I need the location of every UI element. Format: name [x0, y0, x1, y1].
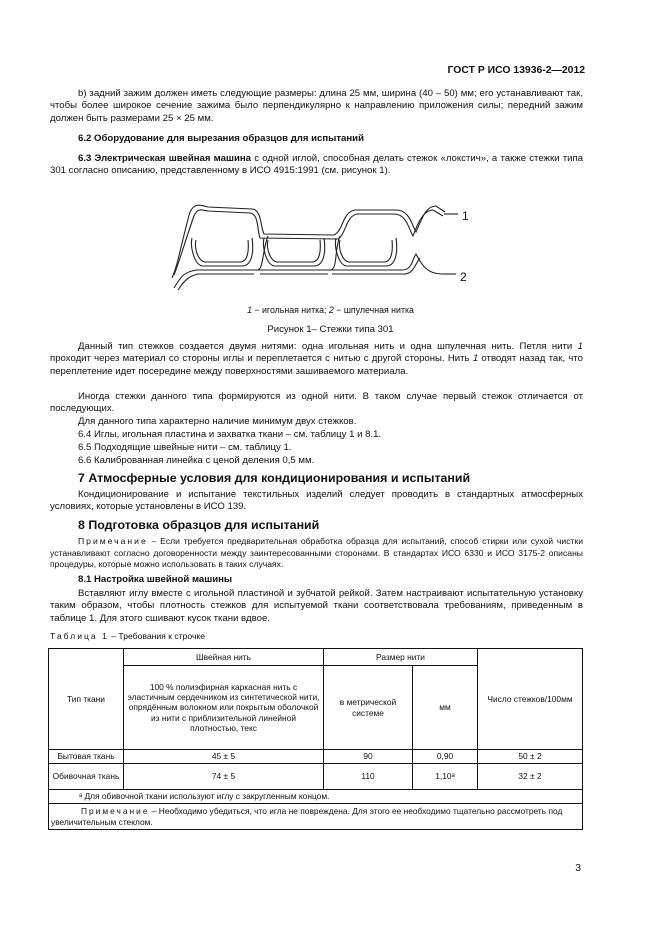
table-note: [49, 804, 583, 830]
table-caption: [50, 631, 205, 642]
paragraph-6-3-text: с одной иглой, способная делать стежок «локстич», а также стежки типа 301 согласно описанию, представленному в ИСО 4915:1991 (см. рисунок 1).: [50, 153, 584, 177]
page-number: 3: [575, 863, 581, 874]
legend-number-2: 2: [328, 305, 334, 315]
thread-description: 100 % полиэфирная каркасная нить с эластичным сердечником из синтетической нити, опрядённым волокном или покрытым оболочкой из нити с приблизительной линейной плотностью, текс: [124, 666, 324, 750]
cell-fabric: Бытовая ткань: [49, 750, 124, 764]
paragraph-min-stitches: Для данного типа характерно наличие минимум двух стежков.: [78, 416, 357, 427]
legend-text-1: − игольная нитка;: [251, 305, 329, 315]
item-6-5: 6.5 Подходящие швейные нити – см. таблицу 1.: [78, 442, 292, 453]
stitch-requirements-table: [48, 648, 583, 830]
stitch-type-301-figure: [160, 190, 480, 300]
note-label: Примечание: [78, 536, 148, 546]
heading-section-8: 8 Подготовка образцов для испытаний: [78, 518, 320, 532]
header-sewing-thread: Швейная нить: [124, 649, 324, 666]
table-row: [49, 764, 583, 790]
cell-thread: 45 ± 5: [124, 750, 324, 764]
needle-thread-lower: [174, 210, 443, 275]
figure-caption: Рисунок 1– Стежки типа 301: [267, 324, 394, 335]
paragraph-stitch-description: [50, 341, 583, 378]
loop-1-inner: [195, 240, 248, 262]
figure-legend: [0, 305, 661, 316]
figure-label-2: 2: [460, 270, 467, 284]
header-mm: мм: [413, 666, 478, 750]
cell-count: 50 ± 2: [478, 750, 583, 764]
cell-thread: 74 ± 5: [124, 764, 324, 790]
paragraph-single-thread: Иногда стежки данного типа формируются из одной нити. В таком случае первый стежок отличается от последующих.: [50, 391, 583, 415]
legend-text-2: − шпулечная нитка: [333, 305, 414, 315]
cell-fabric: Обивочная ткань: [49, 764, 124, 790]
paragraph-clamp-b: b) задний зажим должен иметь следующие размеры: длина 25 мм, ширина (40 – 50) мм; его устанавливают так, чтобы более широкое сечение зажима было перпендикулярно к направлению приложения силы; передний зажим должен быть размерами 25 × 25 мм.: [50, 88, 583, 124]
desc-text-c: отводят назад так, что переплетение идет посередине между поверхностями зашиваемого материала.: [50, 353, 583, 377]
note-section-8: [50, 536, 583, 571]
header-stitch-count: Число стежков/100мм: [478, 649, 583, 750]
heading-8-1: 8.1 Настройка швейной машины: [78, 574, 233, 585]
paragraph-8-1: Вставляют иглу вместе с игольной пластиной и зубчатой рейкой. Затем настраивают испытательную установку таким образом, чтобы плотность стежков для испытуемой ткани соответствовала требованиям, приведенным в таблице 1. Для этого сшивают кусок ткани вдвое.: [50, 588, 583, 624]
paragraph-6-3: [50, 153, 583, 178]
table-note-label: Примечание: [81, 806, 150, 817]
desc-thread-number-2: 1: [472, 353, 479, 365]
heading-6-3: 6.3 Электрическая швейная машина: [78, 153, 251, 164]
header-thread-size: Размер нити: [324, 649, 478, 666]
document-header: ГОСТ Р ИСО 13936-2—2012: [447, 65, 585, 76]
table-note-text: – Необходимо убедиться, что игла не повреждена. Для этого ее необходимо тщательно рассмотреть под увеличительным стеклом.: [51, 806, 563, 827]
header-fabric-type: Тип ткани: [49, 649, 124, 750]
cell-mm: 1,10ᵃ: [413, 764, 478, 790]
table-row: [49, 750, 583, 764]
loop-2-inner: [267, 240, 320, 262]
item-6-6: 6.6 Калиброванная линейка с ценой деления 0,5 мм.: [78, 455, 315, 466]
note-text: – Если требуется предварительная обработка образца для испытаний, способ стирки или сухой чистки устанавливают согласно договоренности между заинтересованными сторонами. В стандартах ИСО 6330 и ИСО 3175-2 описаны процедуры, которые можно использовать в таких случаях.: [50, 536, 583, 570]
desc-thread-number-1: 1: [577, 341, 583, 352]
heading-section-7: 7 Атмосферные условия для кондиционирования и испытаний: [78, 471, 471, 485]
desc-text-b: проходит через материал со стороны иглы и переплетается с нитью с другой стороны. Нить: [50, 353, 473, 365]
table-caption-label: Таблица 1: [50, 631, 109, 641]
paragraph-section-7: Кондиционирование и испытание текстильных изделий следует проводить в стандартных атмосферных условиях, которые установлены в ИСО 139.: [50, 489, 583, 513]
bobbin-thread-inner: [178, 258, 420, 290]
heading-6-2: 6.2 Оборудование для вырезания образцов для испытаний: [78, 133, 364, 144]
item-6-4: 6.4 Иглы, игольная пластина и захватка ткани – см. таблицу 1 и 8.1.: [78, 429, 382, 440]
cell-mm: 0,90: [413, 750, 478, 764]
table-caption-text: – Требования к строчке: [108, 631, 206, 641]
loop-3-inner: [339, 240, 392, 262]
header-metric-system: в метрической системе: [324, 666, 413, 750]
legend-number-1: 1: [247, 305, 252, 315]
table-footnote: ᵃ Для обивочной ткани используют иглу с закругленным концом.: [49, 790, 583, 804]
figure-label-1: 1: [462, 209, 469, 223]
needle-thread-upper: [172, 205, 445, 278]
cell-metric: 110: [324, 764, 413, 790]
desc-text-a: Данный тип стежков создается двумя нитями: одна игольная нить и одна шпулечная нить. Петля нити: [78, 341, 578, 352]
cell-count: 32 ± 2: [478, 764, 583, 790]
cell-metric: 90: [324, 750, 413, 764]
